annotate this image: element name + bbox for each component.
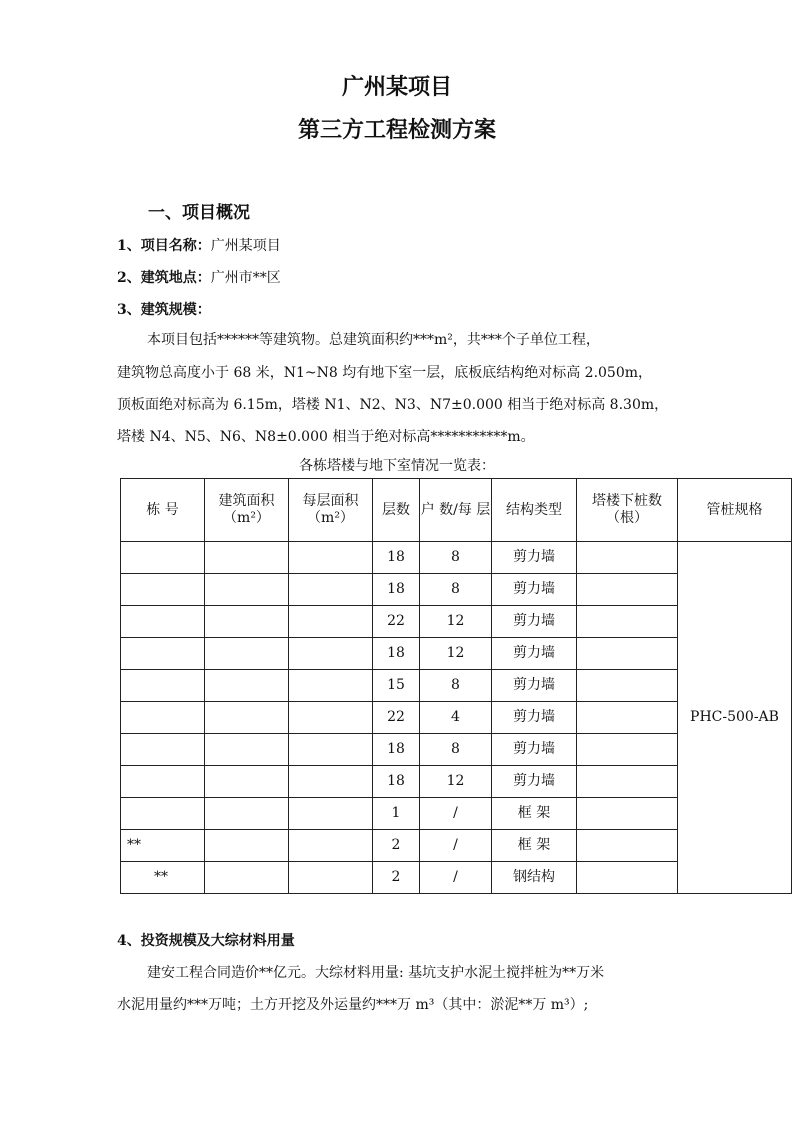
paragraph-line: 水泥用量约***万吨；土方开挖及外运量约***万 m³（其中：淤泥**万 m³）; bbox=[117, 997, 589, 1013]
table-cell bbox=[289, 606, 373, 638]
paragraph-line: 建筑物总高度小于 68 米，N1~N8 均有地下室一层，底板底结构绝对标高 2.050m， bbox=[117, 365, 653, 381]
table-cell: 1 bbox=[373, 798, 420, 830]
table-header-row bbox=[121, 479, 792, 542]
table-cell bbox=[121, 766, 205, 798]
table-cell bbox=[205, 574, 289, 606]
table-cell bbox=[121, 734, 205, 766]
table-cell: 剪力墙 bbox=[492, 638, 577, 670]
table-cell bbox=[121, 798, 205, 830]
table-cell: 8 bbox=[420, 670, 492, 702]
table-cell bbox=[289, 670, 373, 702]
table-cell: 剪力墙 bbox=[492, 574, 577, 606]
table-cell: ** bbox=[121, 862, 205, 894]
label: 1、项目名称： bbox=[117, 238, 211, 254]
table-cell bbox=[289, 574, 373, 606]
paragraph-line: 建安工程合同造价**亿元。大综材料用量: 基坑支护水泥土搅拌桩为**万米 bbox=[147, 965, 605, 981]
table-cell: 2 bbox=[373, 862, 420, 894]
table-cell bbox=[289, 766, 373, 798]
table-cell: 12 bbox=[420, 766, 492, 798]
table-cell: 8 bbox=[420, 542, 492, 574]
table-cell: 15 bbox=[373, 670, 420, 702]
table-cell: 框 架 bbox=[492, 830, 577, 862]
table-cell bbox=[577, 734, 678, 766]
table-cell bbox=[121, 574, 205, 606]
value: 广州市**区 bbox=[210, 270, 281, 286]
table-cell: 18 bbox=[373, 734, 420, 766]
header-cell: 塔楼下桩数（根） bbox=[577, 479, 678, 542]
table-cell bbox=[205, 638, 289, 670]
table-cell bbox=[289, 830, 373, 862]
table-cell: / bbox=[420, 862, 492, 894]
table-row bbox=[121, 542, 792, 574]
project-name bbox=[117, 235, 281, 255]
table-cell bbox=[121, 702, 205, 734]
paragraph-line: 塔楼 N4、N5、N6、N8±0.000 相当于绝对标高***********m。 bbox=[117, 429, 535, 445]
table-cell: 12 bbox=[420, 638, 492, 670]
table-cell: 剪力墙 bbox=[492, 670, 577, 702]
table-cell bbox=[205, 734, 289, 766]
table-cell bbox=[121, 670, 205, 702]
header-cell: 户 数/每 层 bbox=[420, 479, 492, 542]
table-cell: 剪力墙 bbox=[492, 606, 577, 638]
table-cell bbox=[577, 702, 678, 734]
table-cell: 18 bbox=[373, 542, 420, 574]
table-cell bbox=[205, 606, 289, 638]
header-cell: 每层面积（m²） bbox=[289, 479, 373, 542]
table-cell: 4 bbox=[420, 702, 492, 734]
header-cell: 结构类型 bbox=[492, 479, 577, 542]
table-cell: 18 bbox=[373, 574, 420, 606]
table-cell bbox=[289, 702, 373, 734]
table-cell: 2 bbox=[373, 830, 420, 862]
table-cell bbox=[121, 606, 205, 638]
table-cell bbox=[577, 606, 678, 638]
table-cell: 18 bbox=[373, 766, 420, 798]
value: 广州某项目 bbox=[210, 238, 281, 254]
table-cell bbox=[205, 862, 289, 894]
table-cell: 8 bbox=[420, 734, 492, 766]
table-cell: 剪力墙 bbox=[492, 734, 577, 766]
table-cell bbox=[577, 574, 678, 606]
project-location bbox=[117, 267, 281, 287]
table-cell bbox=[577, 638, 678, 670]
paragraph-line: 顶板面绝对标高为 6.15m，塔楼 N1、N2、N3、N7±0.000 相当于绝对标高 8.30m， bbox=[117, 397, 669, 413]
table-cell: 8 bbox=[420, 574, 492, 606]
table-cell bbox=[121, 638, 205, 670]
table-cell: 22 bbox=[373, 606, 420, 638]
table-cell bbox=[121, 542, 205, 574]
table-cell bbox=[577, 862, 678, 894]
table-cell: 剪力墙 bbox=[492, 766, 577, 798]
table-cell bbox=[289, 734, 373, 766]
table-cell: 框 架 bbox=[492, 798, 577, 830]
table-cell: / bbox=[420, 830, 492, 862]
table-cell bbox=[205, 766, 289, 798]
table-cell bbox=[205, 670, 289, 702]
section-heading: 4、投资规模及大综材料用量 bbox=[117, 933, 295, 949]
table-cell bbox=[577, 766, 678, 798]
table-cell bbox=[289, 638, 373, 670]
header-cell: 管桩规格 bbox=[678, 479, 792, 542]
section-heading: 一、项目概况 bbox=[148, 203, 250, 223]
table-cell bbox=[205, 702, 289, 734]
table-cell bbox=[577, 670, 678, 702]
table-cell: 12 bbox=[420, 606, 492, 638]
label: 2、建筑地点： bbox=[117, 270, 211, 286]
document-subtitle: 第三方工程检测方案 bbox=[297, 117, 496, 143]
header-cell: 建筑面积（m²） bbox=[205, 479, 289, 542]
table-cell: ** bbox=[121, 830, 205, 862]
table-caption: 各栋塔楼与地下室情况一览表： bbox=[299, 458, 495, 474]
header-cell: 层数 bbox=[373, 479, 420, 542]
project-scale bbox=[117, 299, 211, 319]
table-cell bbox=[289, 798, 373, 830]
paragraph-line: 本项目包括******等建筑物。总建筑面积约***m²，共***个子单位工程， bbox=[147, 332, 600, 348]
pile-spec-cell: PHC-500-AB bbox=[678, 542, 792, 894]
table-cell bbox=[289, 862, 373, 894]
label: 3、建筑规模： bbox=[117, 302, 211, 318]
table-cell bbox=[205, 830, 289, 862]
building-table bbox=[120, 478, 792, 894]
table-cell bbox=[289, 542, 373, 574]
table-cell bbox=[205, 798, 289, 830]
table-cell bbox=[205, 542, 289, 574]
table-cell bbox=[577, 542, 678, 574]
table-cell: 18 bbox=[373, 638, 420, 670]
document-title: 广州某项目 bbox=[341, 74, 452, 100]
table-cell: 剪力墙 bbox=[492, 702, 577, 734]
table-cell: 剪力墙 bbox=[492, 542, 577, 574]
table-cell: 钢结构 bbox=[492, 862, 577, 894]
header-cell: 栋 号 bbox=[121, 479, 205, 542]
table-cell bbox=[577, 798, 678, 830]
table-cell: / bbox=[420, 798, 492, 830]
table-cell bbox=[577, 830, 678, 862]
table-cell: 22 bbox=[373, 702, 420, 734]
